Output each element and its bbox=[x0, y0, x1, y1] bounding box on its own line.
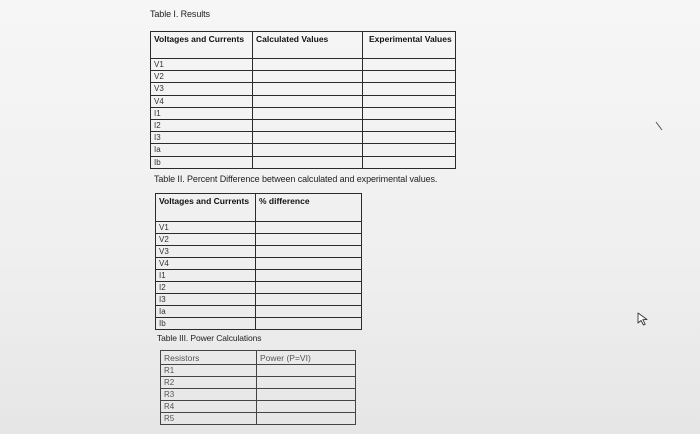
table-row bbox=[151, 71, 456, 83]
table1-experimental-cell[interactable] bbox=[363, 156, 456, 168]
percent-difference-table bbox=[155, 193, 362, 330]
power-calculations-table bbox=[160, 350, 356, 425]
table1-row-label: Ia bbox=[151, 144, 253, 156]
table-row bbox=[151, 119, 456, 131]
table1-experimental-cell[interactable] bbox=[363, 59, 456, 71]
table-row bbox=[151, 132, 456, 144]
table-row bbox=[151, 95, 456, 107]
table1-experimental-cell[interactable] bbox=[363, 144, 456, 156]
table-row bbox=[156, 258, 362, 270]
table3-header-resistors: Resistors bbox=[161, 351, 257, 365]
table2-header-difference: % difference bbox=[256, 194, 362, 222]
table2-difference-cell[interactable] bbox=[256, 306, 362, 318]
table-row bbox=[156, 282, 362, 294]
table-row bbox=[161, 413, 356, 425]
table1-experimental-cell[interactable] bbox=[363, 107, 456, 119]
table1-calculated-cell[interactable] bbox=[253, 156, 363, 168]
table2-difference-cell[interactable] bbox=[256, 318, 362, 330]
table2-row-label: I3 bbox=[156, 294, 256, 306]
table3-header-power: Power (P=VI) bbox=[257, 351, 356, 365]
table1-calculated-cell[interactable] bbox=[253, 83, 363, 95]
table1-row-label: I1 bbox=[151, 107, 253, 119]
table3-power-cell[interactable] bbox=[257, 413, 356, 425]
table1-calculated-cell[interactable] bbox=[253, 132, 363, 144]
table-row bbox=[151, 107, 456, 119]
table2-difference-cell[interactable] bbox=[256, 294, 362, 306]
table1-row-label: I3 bbox=[151, 132, 253, 144]
table1-header-calculated: Calculated Values bbox=[253, 32, 363, 59]
results-table bbox=[150, 31, 456, 169]
table1-row-label: V4 bbox=[151, 95, 253, 107]
table1-calculated-cell[interactable] bbox=[253, 119, 363, 131]
table1-experimental-cell[interactable] bbox=[363, 83, 456, 95]
table1-experimental-cell[interactable] bbox=[363, 132, 456, 144]
table2-row-label: V4 bbox=[156, 258, 256, 270]
table3-power-cell[interactable] bbox=[257, 365, 356, 377]
table1-header-quantity: Voltages and Currents bbox=[151, 32, 253, 59]
table2-difference-cell[interactable] bbox=[256, 270, 362, 282]
table-row bbox=[156, 294, 362, 306]
table-row bbox=[151, 83, 456, 95]
table-row bbox=[161, 365, 356, 377]
table2-row-label: Ib bbox=[156, 318, 256, 330]
table3-row-label: R4 bbox=[161, 401, 257, 413]
table2-difference-cell[interactable] bbox=[256, 222, 362, 234]
table2-row-label: I2 bbox=[156, 282, 256, 294]
table1-calculated-cell[interactable] bbox=[253, 95, 363, 107]
table-row bbox=[156, 246, 362, 258]
table3-row-label: R3 bbox=[161, 389, 257, 401]
table1-row-label: V3 bbox=[151, 83, 253, 95]
table-row bbox=[156, 234, 362, 246]
table-row bbox=[156, 318, 362, 330]
table1-header-experimental: Experimental Values bbox=[363, 32, 456, 59]
table2-row-label: I1 bbox=[156, 270, 256, 282]
table-row bbox=[161, 401, 356, 413]
table-row bbox=[151, 59, 456, 71]
table-row bbox=[156, 270, 362, 282]
table3-power-cell[interactable] bbox=[257, 377, 356, 389]
table2-header-quantity: Voltages and Currents bbox=[156, 194, 256, 222]
table2-row-label: V1 bbox=[156, 222, 256, 234]
table3-power-cell[interactable] bbox=[257, 389, 356, 401]
table-row bbox=[151, 144, 456, 156]
table1-experimental-cell[interactable] bbox=[363, 119, 456, 131]
table-row bbox=[161, 377, 356, 389]
table-row bbox=[151, 156, 456, 168]
table1-calculated-cell[interactable] bbox=[253, 144, 363, 156]
table2-difference-cell[interactable] bbox=[256, 234, 362, 246]
table1-experimental-cell[interactable] bbox=[363, 95, 456, 107]
table1-caption: Table I. Results bbox=[150, 9, 210, 19]
table2-row-label: V3 bbox=[156, 246, 256, 258]
table3-caption: Table III. Power Calculations bbox=[157, 333, 262, 343]
table-row bbox=[156, 306, 362, 318]
table2-row-label: Ia bbox=[156, 306, 256, 318]
table1-calculated-cell[interactable] bbox=[253, 59, 363, 71]
cursor-arrow-icon bbox=[637, 312, 649, 326]
table2-difference-cell[interactable] bbox=[256, 246, 362, 258]
stray-mark-icon bbox=[655, 121, 663, 131]
table1-row-label: V2 bbox=[151, 71, 253, 83]
table2-row-label: V2 bbox=[156, 234, 256, 246]
table1-calculated-cell[interactable] bbox=[253, 71, 363, 83]
table3-row-label: R2 bbox=[161, 377, 257, 389]
table2-difference-cell[interactable] bbox=[256, 282, 362, 294]
table3-row-label: R1 bbox=[161, 365, 257, 377]
table1-row-label: V1 bbox=[151, 59, 253, 71]
table1-experimental-cell[interactable] bbox=[363, 71, 456, 83]
table2-caption: Table II. Percent Difference between calculated and experimental values. bbox=[154, 174, 438, 184]
table2-difference-cell[interactable] bbox=[256, 258, 362, 270]
table3-row-label: R5 bbox=[161, 413, 257, 425]
table1-row-label: I2 bbox=[151, 119, 253, 131]
table3-power-cell[interactable] bbox=[257, 401, 356, 413]
table1-row-label: Ib bbox=[151, 156, 253, 168]
table1-calculated-cell[interactable] bbox=[253, 107, 363, 119]
table-row bbox=[156, 222, 362, 234]
table-row bbox=[161, 389, 356, 401]
